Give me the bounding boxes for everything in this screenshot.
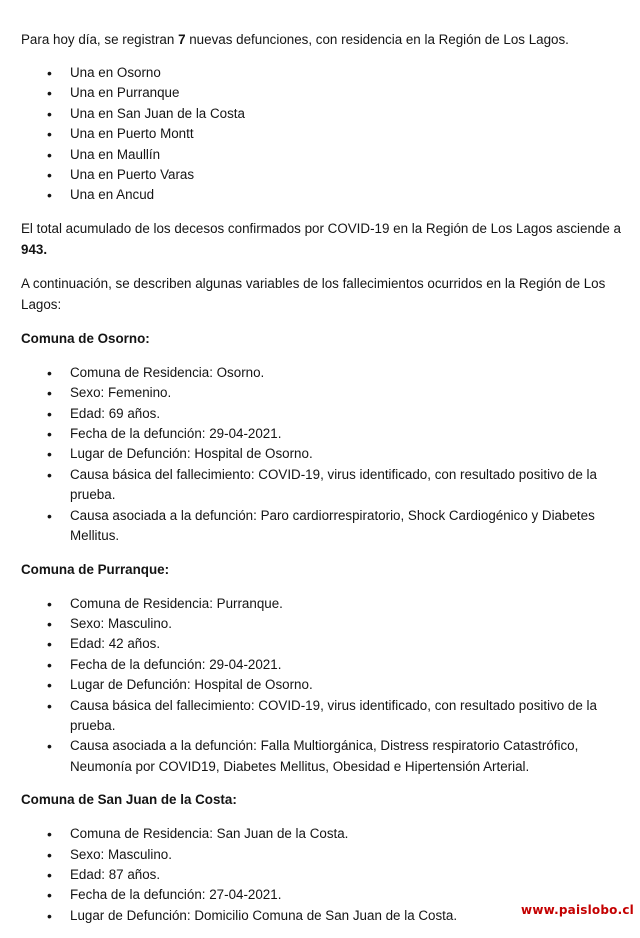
osorno-details-list bbox=[21, 363, 621, 547]
list-item: • Fecha de la defunción: 29-04-2021. bbox=[21, 424, 621, 444]
section-heading-purranque: Comuna de Purranque: bbox=[21, 561, 170, 577]
purranque-details-list bbox=[21, 594, 621, 778]
list-item: • Causa asociada a la defunción: Paro cardiorrespiratorio, Shock Cardiogénico y Diabetes Mellitus. bbox=[21, 506, 621, 547]
new-deaths-count: 7 bbox=[178, 32, 186, 47]
list-item: • Edad: 69 años. bbox=[21, 404, 621, 424]
list-item: • Una en Maullín bbox=[21, 145, 621, 165]
list-item: • Edad: 42 años. bbox=[21, 634, 621, 654]
list-item: • Una en Osorno bbox=[21, 63, 621, 83]
document-page bbox=[21, 29, 621, 938]
list-item: • Una en Puerto Montt bbox=[21, 124, 621, 144]
list-item: • Sexo: Masculino. bbox=[21, 614, 621, 634]
list-item: • Edad: 87 años. bbox=[21, 865, 621, 885]
list-item: • Una en San Juan de la Costa bbox=[21, 104, 621, 124]
list-item: • Lugar de Defunción: Hospital de Osorno. bbox=[21, 444, 621, 464]
section-heading-san-juan-de-la-costa: Comuna de San Juan de la Costa: bbox=[21, 792, 237, 808]
list-item: • Causa asociada a la defunción: Falla Multiorgánica, Distress respiratorio Catastrófico, Neumonía por COVID19, Diabetes Mellitus, Obesidad e Hipertensión Arterial. bbox=[21, 736, 621, 777]
intro-paragraph: Para hoy día, se registran 7 nuevas defunciones, con residencia en la Región de Los Lagos. bbox=[21, 32, 569, 47]
list-item: • Comuna de Residencia: Purranque. bbox=[21, 594, 621, 614]
watermark-text: www.paislobo.cl bbox=[517, 903, 638, 917]
list-item: • Fecha de la defunción: 29-04-2021. bbox=[21, 655, 621, 675]
section-heading-osorno: Comuna de Osorno: bbox=[21, 330, 150, 346]
list-item: • Lugar de Defunción: Domicilio Comuna de San Juan de la Costa. bbox=[21, 906, 621, 926]
deaths-by-commune-list bbox=[21, 63, 621, 206]
list-item: • Causa básica del fallecimiento: COVID-19, virus identificado, con resultado positivo de la prueba. bbox=[21, 696, 621, 737]
list-item: • Sexo: Femenino. bbox=[21, 383, 621, 403]
total-paragraph: El total acumulado de los decesos confirmados por COVID-19 en la Región de Los Lagos asciende a 943. bbox=[21, 220, 621, 257]
list-item: • Lugar de Defunción: Hospital de Osorno. bbox=[21, 675, 621, 695]
list-item: • Una en Ancud bbox=[21, 185, 621, 205]
continuation-paragraph: A continuación, se describen algunas variables de los fallecimientos ocurridos en la Región de Los Lagos: bbox=[21, 275, 606, 312]
list-item: • Sexo: Masculino. bbox=[21, 845, 621, 865]
list-item: • Causa básica del fallecimiento: COVID-19, virus identificado, con resultado positivo de la prueba. bbox=[21, 465, 621, 506]
list-item: • Una en Puerto Varas bbox=[21, 165, 621, 185]
list-item: • Una en Purranque bbox=[21, 83, 621, 103]
list-item: • Comuna de Residencia: San Juan de la Costa. bbox=[21, 824, 621, 844]
list-item: • Fecha de la defunción: 27-04-2021. bbox=[21, 885, 621, 905]
total-deaths-value: 943. bbox=[21, 241, 48, 257]
list-item: • Comuna de Residencia: Osorno. bbox=[21, 363, 621, 383]
